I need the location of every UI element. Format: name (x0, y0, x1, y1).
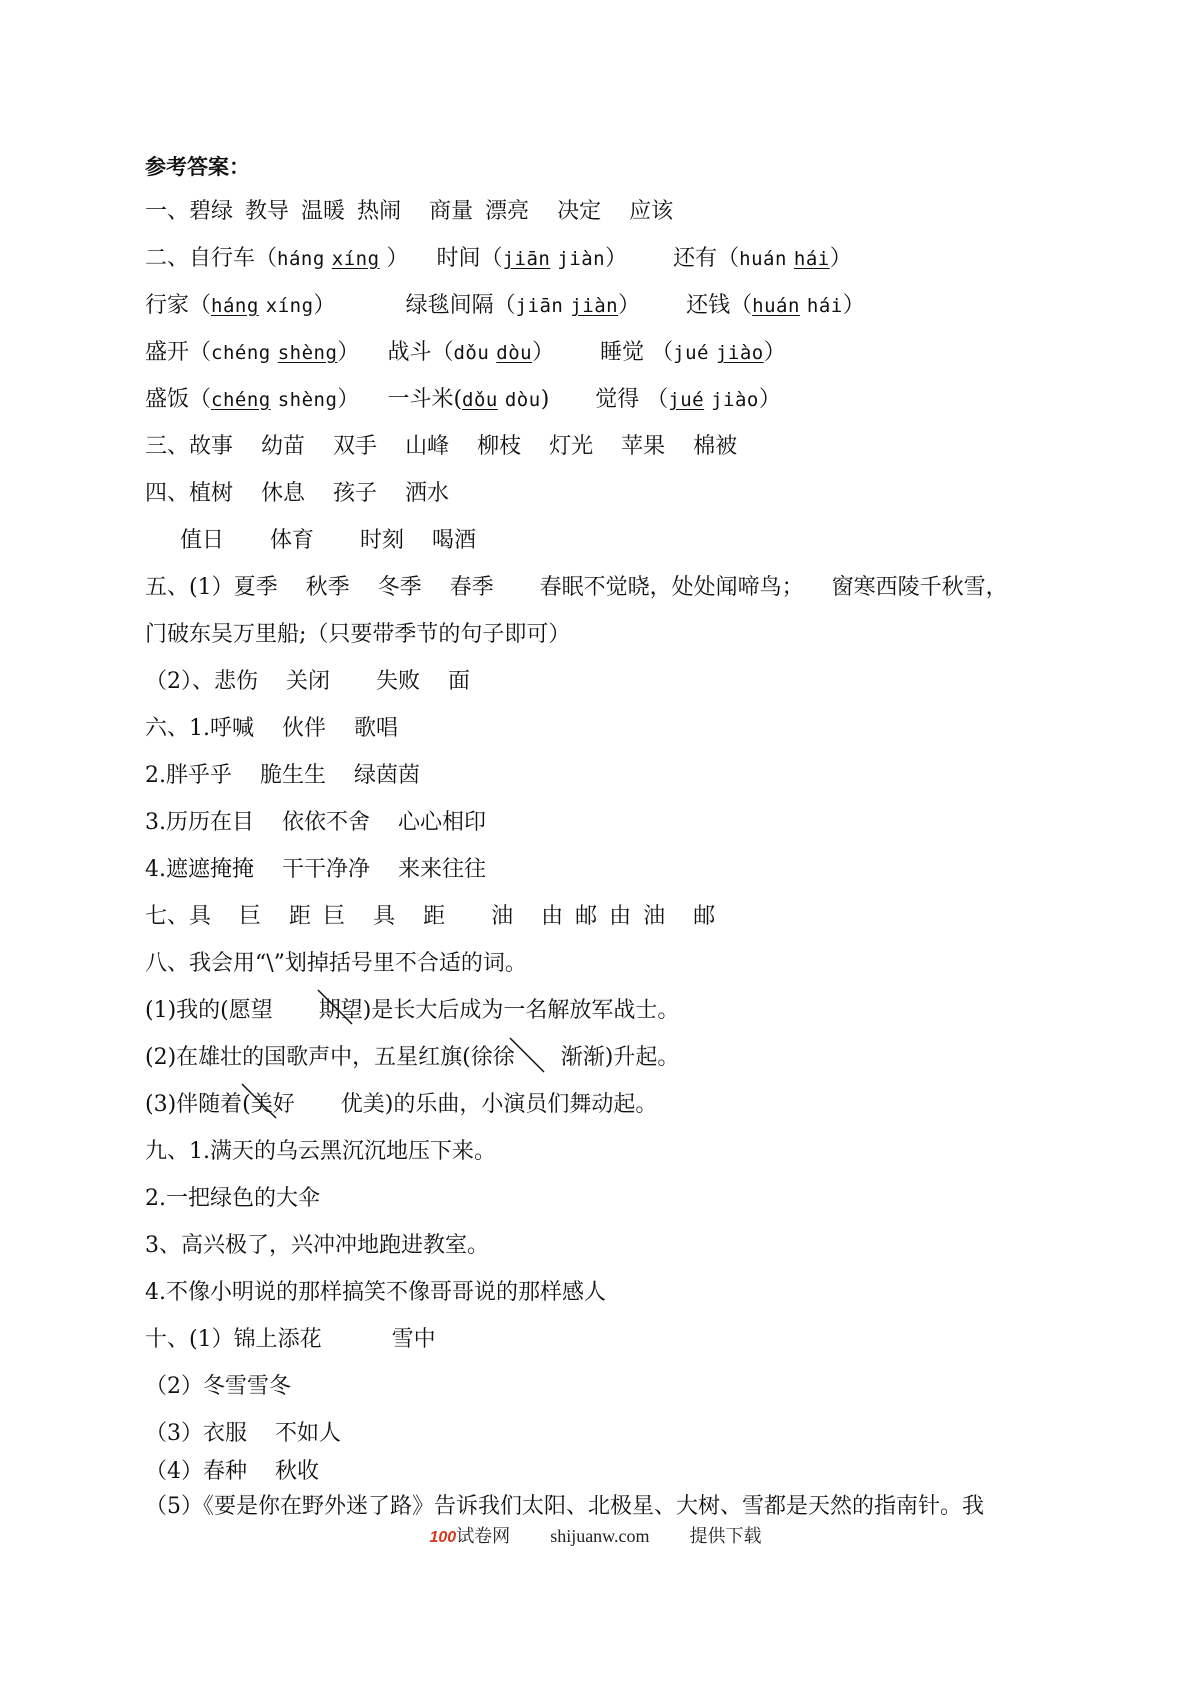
answer-section-6-row-3: 3.历历在目 依依不舍 心心相印 (145, 810, 487, 835)
answer-section-9-row-4: 4.不像小明说的那样搞笑不像哥哥说的那样感人 (145, 1280, 606, 1305)
answer-section-2-row-1: 二、自行车（háng xíng ） 时间（jiān jiàn） 还有（huán hái） (145, 246, 852, 271)
answer-section-10-row-2: （2）冬雪雪冬 (145, 1374, 291, 1399)
strike-mark-3 (240, 1082, 280, 1122)
answer-section-5-row-2: 门破东吴万里船;（只要带季节的句子即可） (145, 622, 571, 647)
answer-section-6-row-2: 2.胖乎乎 脆生生 绿茵茵 (145, 763, 421, 788)
answer-title: 参考答案： (145, 155, 250, 179)
answer-section-2-row-3: 盛开（chéng shèng） 战斗（dǒu dòu） 睡觉 （jué jiào） (145, 340, 786, 365)
site-logo: 100 (429, 1529, 457, 1546)
answer-section-8-intro: 八、我会用“\”划掉括号里不合适的词。 (145, 951, 527, 976)
site-name: 试卷网 (456, 1526, 511, 1546)
answer-section-2-row-4: 盛饭（chéng shèng） 一斗米(dǒu dòu) 觉得 （jué jiào） (145, 387, 781, 412)
answer-section-1: 一、碧绿 教导 温暖 热闹 商量 漂亮 决定 应该 (145, 199, 674, 224)
answer-section-7: 七、具 巨 距 巨 具 距 油 由 邮 由 油 邮 (145, 904, 716, 929)
footer-tagline: 提供下载 (689, 1526, 762, 1546)
answer-section-9-row-3: 3、高兴极了，兴冲冲地跑进教室。 (145, 1233, 489, 1258)
answer-section-8-sentence-3: (3)伴随着(美好 优美)的乐曲，小演员们舞动起。 (145, 1092, 658, 1117)
answer-section-5-row-3: （2）、悲伤 关闭 失败 面 (145, 669, 471, 694)
answer-section-10-row-3: （3）衣服 不如人 (145, 1421, 342, 1446)
answer-section-2-row-2: 行家（háng xíng） 绿毯间隔（jiān jiàn） 还钱（huán hái） (145, 293, 865, 318)
answer-section-8-sentence-1: (1)我的(愿望 期望)是长大后成为一名解放军战士。 (145, 998, 680, 1023)
answer-section-4-row-1: 四、植树 休息 孩子 洒水 (145, 481, 450, 506)
strike-mark-2 (508, 1036, 548, 1076)
site-domain: shijuanw.com (550, 1526, 650, 1546)
answer-section-10-row-4: （4）春种 秋收 (145, 1459, 320, 1484)
answer-section-6-row-1: 六、1.呼喊 伙伴 歌唱 (145, 716, 399, 741)
answer-section-9-row-2: 2.一把绿色的大伞 (145, 1186, 320, 1211)
page-footer (0, 1522, 1191, 1548)
answer-section-8-sentence-2: (2)在雄壮的国歌声中，五星红旗(徐徐 渐渐)升起。 (145, 1045, 680, 1070)
strike-mark-1 (316, 988, 356, 1028)
answer-section-3: 三、故事 幼苗 双手 山峰 柳枝 灯光 苹果 棉被 (145, 434, 738, 459)
answer-section-10-row-1: 十、(1）锦上添花 雪中 (145, 1327, 436, 1352)
answer-section-6-row-4: 4.遮遮掩掩 干干净净 来来往往 (145, 857, 487, 882)
answer-section-5-row-1: 五、(1）夏季 秋季 冬季 春季 春眠不觉晓，处处闻啼鸟； 窗寒西陵千秋雪， (145, 575, 1008, 600)
answer-section-4-row-2: 值日 体育 时刻 喝酒 (180, 528, 477, 553)
answer-section-9-row-1: 九、1.满天的乌云黑沉沉地压下来。 (145, 1139, 496, 1164)
answer-section-10-row-5: （5）《要是你在野外迷了路》告诉我们太阳、北极星、大树、雪都是天然的指南针。我 (145, 1494, 984, 1519)
